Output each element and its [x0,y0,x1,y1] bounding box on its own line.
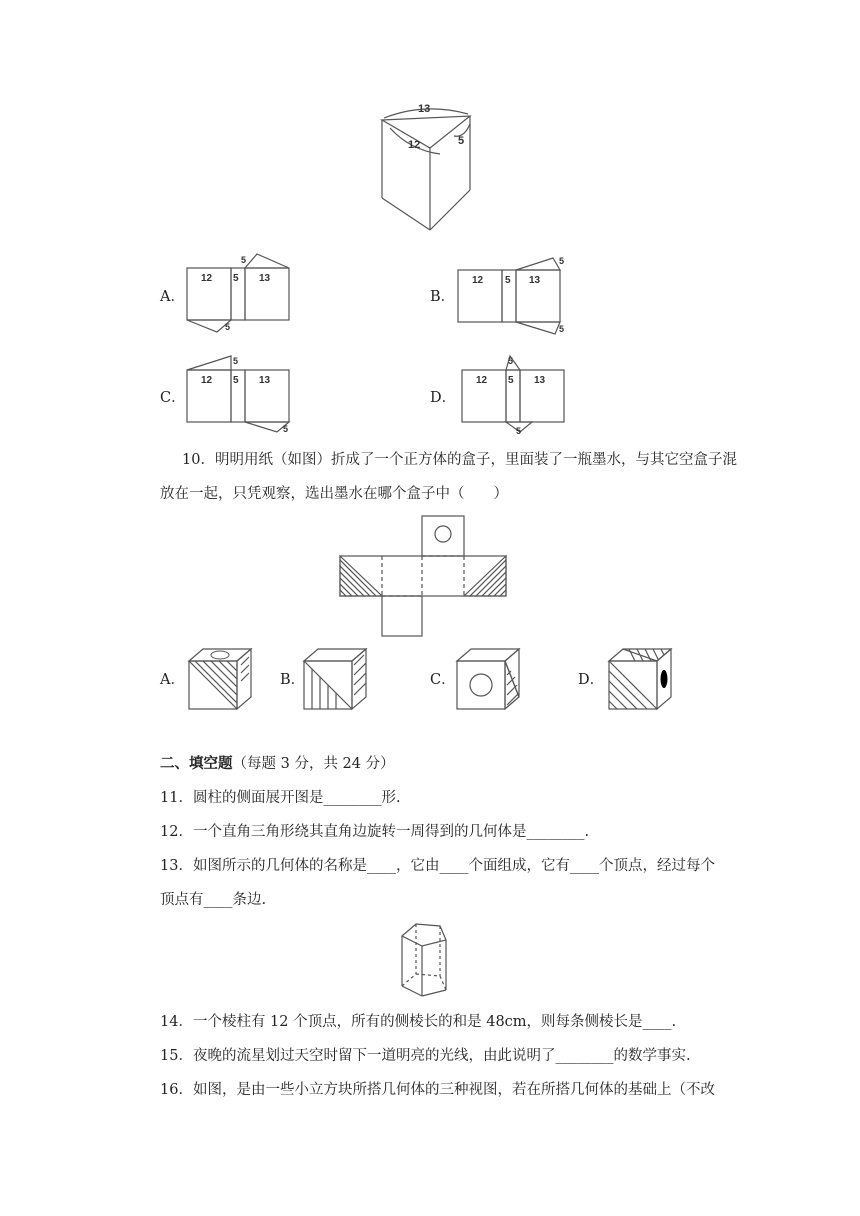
prism-label-12: 12 [408,139,421,151]
pentagonal-prism-figure [392,920,452,1000]
svg-text:5: 5 [241,255,247,265]
svg-text:13: 13 [534,375,546,386]
q9-option-d-net [460,352,570,437]
q10-option-c-cube [453,645,533,715]
svg-text:5: 5 [508,356,514,366]
q9-option-a-letter: A． [160,289,185,305]
q9-option-a-net [185,250,295,335]
svg-text:12: 12 [472,275,484,286]
q10-option-b-letter: B． [280,672,306,688]
q10-option-d-cube [605,645,685,715]
q14-text: 14．一个棱柱有 12 个顶点，所有的侧棱长的和是 48cm，则每条侧棱长是____. [160,1014,677,1030]
svg-text:12: 12 [201,273,213,284]
cube-net-figure [336,512,512,640]
q13-line-2: 顶点有____条边. [160,892,267,908]
svg-text:5: 5 [505,275,511,286]
section-2-title: 二、填空题 [160,755,233,772]
prism-label-13: 13 [418,103,431,115]
q9-option-b-letter: B． [430,289,456,305]
svg-text:5: 5 [508,375,514,386]
q10-line-2: 放在一起，只凭观察，选出墨水在哪个盒子中（ ） [160,486,508,502]
section-2-heading [160,754,395,774]
svg-text:12: 12 [476,375,488,386]
svg-text:5: 5 [559,324,565,334]
svg-text:12: 12 [201,375,213,386]
svg-text:13: 13 [259,375,271,386]
q9-option-b-net [455,252,575,340]
svg-text:5: 5 [559,256,565,266]
q15-text: 15．夜晚的流星划过天空时留下一道明亮的光线，由此说明了________的数学事实. [160,1048,691,1064]
q10-option-c-letter: C． [430,672,456,688]
svg-text:5: 5 [516,426,522,436]
q13-line-1: 13．如图所示的几何体的名称是____，它由____个面组成，它有____个顶点，经过每个 [160,858,715,874]
q9-option-c-net [185,352,295,437]
q12-text: 12．一个直角三角形绕其直角边旋转一周得到的几何体是________. [160,824,590,840]
svg-text:5: 5 [225,322,231,332]
triangular-prism-figure [370,98,490,238]
svg-text:5: 5 [233,375,239,386]
svg-text:5: 5 [233,273,239,284]
q10-option-d-letter: D． [578,672,605,688]
prism-label-5: 5 [458,135,465,147]
svg-text:5: 5 [233,356,239,366]
q10-option-a-cube [185,645,265,715]
svg-text:13: 13 [529,275,541,286]
q9-option-d-letter: D． [430,390,457,406]
svg-text:5: 5 [283,424,289,434]
q10-option-b-cube [300,645,380,715]
q11-text: 11．圆柱的侧面展开图是________形. [160,790,401,806]
svg-text:13: 13 [259,273,271,284]
section-2-note: （每题 3 分，共 24 分） [232,756,395,772]
q10-option-a-letter: A． [160,672,185,688]
q16-text: 16．如图，是由一些小立方块所搭几何体的三种视图，若在所搭几何体的基础上（不改 [160,1082,715,1098]
q9-option-c-letter: C． [160,390,186,406]
q10-line-1: 10．明明用纸（如图）折成了一个正方体的盒子，里面装了一瓶墨水，与其它空盒子混 [182,452,737,468]
